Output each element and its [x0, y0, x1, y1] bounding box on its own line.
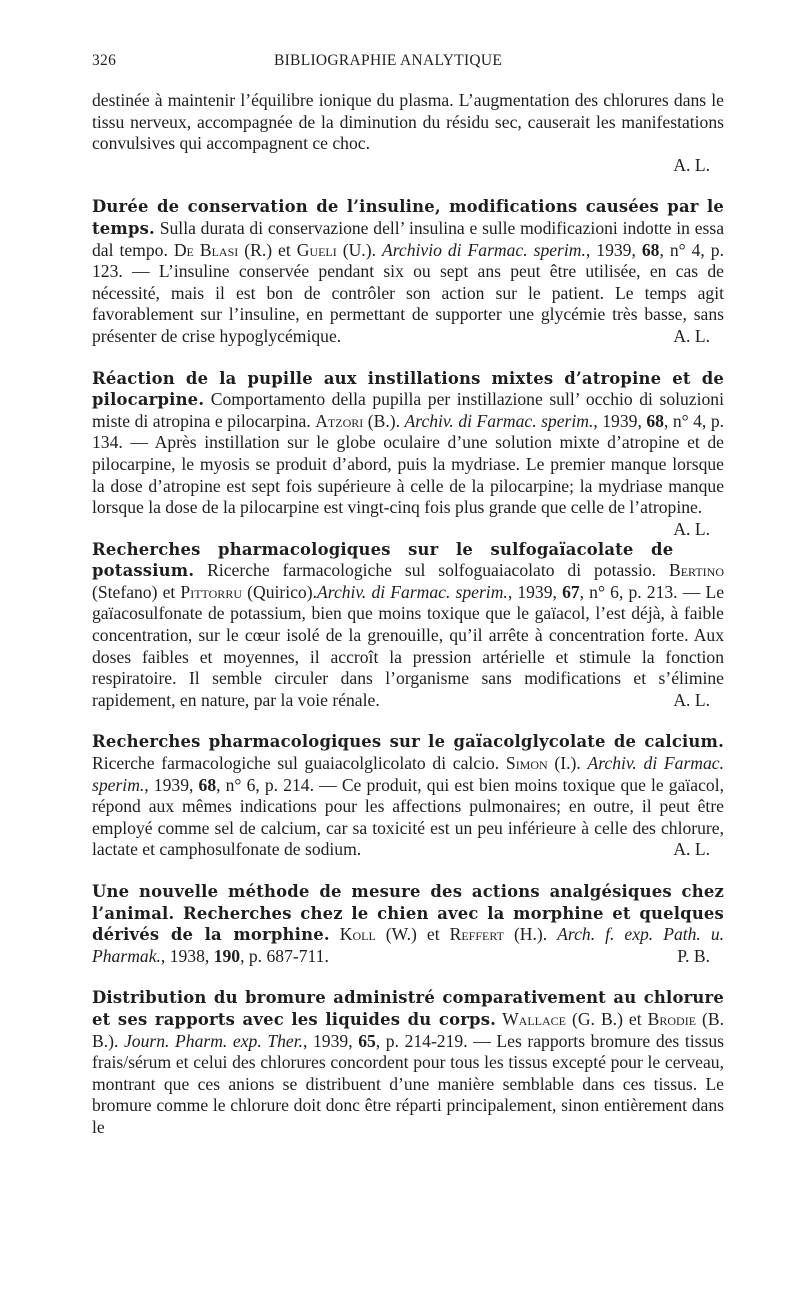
bibliography-entry — [92, 881, 724, 967]
journal: Archivio di Farmac. sperim. — [381, 239, 586, 260]
bibliography-entry — [92, 731, 724, 861]
entry-text: Distribution du bromure administré comparativement au chlorure et ses rapports avec les liquides du corps. Wallace (G. B.) et Brodie (B. B.). Journ. Pharm. exp. Ther., 1939, 65, p. 214-219. — Les rapports bromure des tissus frais/sérum et celui des chlorures concordent pour tous les tissus excepté pour le cerveau, montrant que ces anions se distribuent d’une manière semblable dans ces tissus. Le bromure comme le chlorure doit donc être réparti principalement, sinon entièrement dans le — [92, 988, 725, 1137]
summary: L’insuline conservée pendant six ou sept ans peut être utilisée, en cas de nécessité, mais il est bon de contrôler son action sur le patient. Le temps agit favorablement sur l’insuline, en permettant de supporter une glycémie très basse, sans présenter de crise hypoglycémique. — [92, 261, 724, 346]
bibliography-entry — [92, 539, 724, 712]
running-title: BIBLIOGRAPHIE ANALYTIQUE — [273, 52, 503, 69]
volume: 65 — [358, 1030, 376, 1051]
entry-heading: Réaction de la pupille aux instillations mixtes d’atropine et de pilocarpine. — [92, 368, 724, 410]
author: Gueli — [296, 239, 337, 260]
entry-heading: Une nouvelle méthode de mesure des actions analgésiques chez l’animal. Recherches chez le chien avec la morphine et quelques dérivés de la morphine. — [92, 882, 724, 945]
volume: 68 — [641, 239, 660, 260]
entry-text: Une nouvelle méthode de mesure des actions analgésiques chez l’animal. Recherches chez le chien avec la morphine et quelques dérivés de la morphine. Koll (W.) et Reffert (H.). Arch. f. exp. Path. u. Pharmak., 1938, 190, p. 687-711. P. B. — [92, 882, 725, 966]
bibliography-entry — [92, 196, 724, 347]
journal: Archiv. di Farmac. sperim. — [317, 581, 508, 602]
volume: 68 — [646, 410, 664, 431]
author: Atzori — [315, 410, 364, 431]
summary: Après instillation sur le globe oculaire d’une solution mixte d’atropine et de pilocarpine, le myosis se produit d’abord, puis la mydriase. Le premier manque lorsque la dose d’atropine est sept fois supérieure à celle de la pilocarpine; la mydriase manque lorsque la dose de la pilocarpine est vingt-cinq fois plus grande que celle de l’atropine. — [92, 432, 724, 518]
author: De Blasi — [173, 239, 239, 260]
volume: 190 — [213, 945, 241, 966]
volume: 68 — [198, 774, 217, 795]
continuation-entry — [92, 90, 724, 176]
author: Wallace — [502, 1008, 566, 1029]
entry-heading: Distribution du bromure administré comparativement au chlorure et ses rapports avec les liquides du corps. — [92, 988, 724, 1029]
running-head — [92, 52, 724, 70]
author: Simon — [505, 753, 548, 774]
journal: Archiv. di Farmac. sperim. — [404, 410, 594, 431]
entry-text: Durée de conservation de l’insuline, modifications causées par le temps. Sulla durata di conservazione dell’ insulina e sulle modificazioni indotte in essa dal tempo. De Blasi (R.) et Gueli (U.). Archivio di Farmac. sperim., 1939, 68, n° 4, p. 123. — L’insuline conservée pendant six ou sept ans peut être utilisée, en cas de nécessité, mais il est bon de contrôler son action sur le patient. Le temps agit favorablement sur l’insuline, en permettant de supporter une glycémie très basse, sans présenter de crise hypoglycémique. A. L. — [92, 197, 725, 346]
signature: A. L. — [673, 689, 710, 710]
summary: Le gaïacosulfonate de potassium, bien que moins toxique que le gaïacol, l’est déjà, à faible concentration, sur le cœur isolé de la grenouille, qu’il arrête à concentration forte. Aux doses faibles et moyennes, il accroît la pression artérielle et stimule la fonction respiratoire. Il semble circuler dans l’organisme sans modifications et s’élimine rapidement, en nature, par la voie rénale. — [92, 581, 725, 710]
author: Brodie — [647, 1008, 697, 1029]
author: Reffert — [449, 924, 504, 945]
entry-heading: Durée de conservation de l’insuline, modifications causées par le temps. — [92, 197, 724, 238]
signature: A. L. — [673, 839, 710, 860]
signature: A. L. — [673, 154, 710, 175]
volume: 67 — [562, 581, 580, 602]
journal: Arch. f. exp. Path. u. Pharmak. — [92, 924, 725, 966]
bibliography-entry — [92, 987, 724, 1138]
author: Bertino — [668, 560, 724, 581]
signature: A. L. — [673, 325, 710, 346]
page-number: 326 — [92, 52, 117, 69]
signature: A. L. — [673, 518, 710, 539]
bibliography-entry — [92, 368, 725, 539]
entry-heading: Recherches pharmacologiques sur le sulfogaïacolate de potassium. — [92, 539, 674, 581]
entry-text: Réaction de la pupille aux instillations mixtes d’atropine et de pilocarpine. Comportamento della pupilla per instillazione sull’ occhio di soluzioni miste di atropina e pilocarpina. Atzori (B.). Archiv. di Farmac. sperim., 1939, 68, n° 4, p. 134. — Après instillation sur le globe oculaire d’une solution mixte d’atropine et de pilocarpine, le myosis se produit d’abord, puis la mydriase. Le premier manque lorsque la dose d’atropine est sept fois supérieure à celle de la pilocarpine; la mydriase manque lorsque la dose de la pilocarpine est vingt-cinq fois plus grande que celle de l’atropine. A. L. — [92, 368, 725, 539]
journal: Journ. Pharm. exp. Ther. — [123, 1030, 304, 1051]
author: Koll — [339, 924, 376, 945]
entry-text: Recherches pharmacologiques sur le gaïacolglycolate de calcium. Ricerche farmacologiche sul guaiacolglicolato di calcio. Simon (I.). Archiv. di Farmac. sperim., 1939, 68, n° 6, p. 214. — Ce produit, qui est bien moins toxique que le gaïacol, répond aux mêmes indications pour les affections pulmonaires; en outre, il peut être employé comme sel de calcium, car sa toxicité est un peu inférieure à celle des chlorure, lactate et camphosulfonate de sodium. A. L. — [92, 732, 725, 860]
entry-text: Recherches pharmacologiques sur le sulfogaïacolate de potassium. Ricerche farmacologiche sul solfoguaiacolato di potassio. Bertino (Stefano) et Pittorru (Quirico).Archiv. di Farmac. sperim., 1939, 67, n° 6, p. 213. — Le gaïacosulfonate de potassium, bien que moins toxique que le gaïacol, l’est déjà, à faible concentration, sur le cœur isolé de la grenouille, qu’il arrête à concentration forte. Aux doses faibles et moyennes, il accroît la pression artérielle et stimule la fonction respiratoire. Il semble circuler dans l’organisme sans modifications et s’élimine rapidement, en nature, par la voie rénale. A. L. — [92, 539, 725, 710]
entry-heading: Recherches pharmacologiques sur le gaïacolglycolate de calcium. — [92, 732, 724, 752]
author: Pittorru — [180, 581, 242, 602]
continuation-text: destinée à maintenir l’équilibre ionique du plasma. L’augmentation des chlorures dans le tissu nerveux, accompagnée de la diminution du résidu sec, causerait les manifestations convulsives qui accompagnent ce choc. — [92, 90, 724, 154]
summary: Ce produit, qui est bien moins toxique que le gaïacol, répond aux mêmes indications pour les affections pulmonaires; en outre, il peut être employé comme sel de calcium, car sa toxicité est un peu inférieure à celle des chlorure, lactate et camphosulfonate de sodium. — [92, 774, 725, 860]
journal: Archiv. di Farmac. sperim. — [92, 753, 725, 795]
summary: Les rapports bromure des tissus frais/sérum et celui des chlorures concordent pour tous les tissus excepté pour le cerveau, montrant que ces anions se distribuent d’une manière semblable dans ces tissus. Le bromure comme le chlorure doit donc être réparti principalement, sinon entièrement dans le — [92, 1030, 724, 1137]
signature: P. B. — [677, 945, 710, 966]
